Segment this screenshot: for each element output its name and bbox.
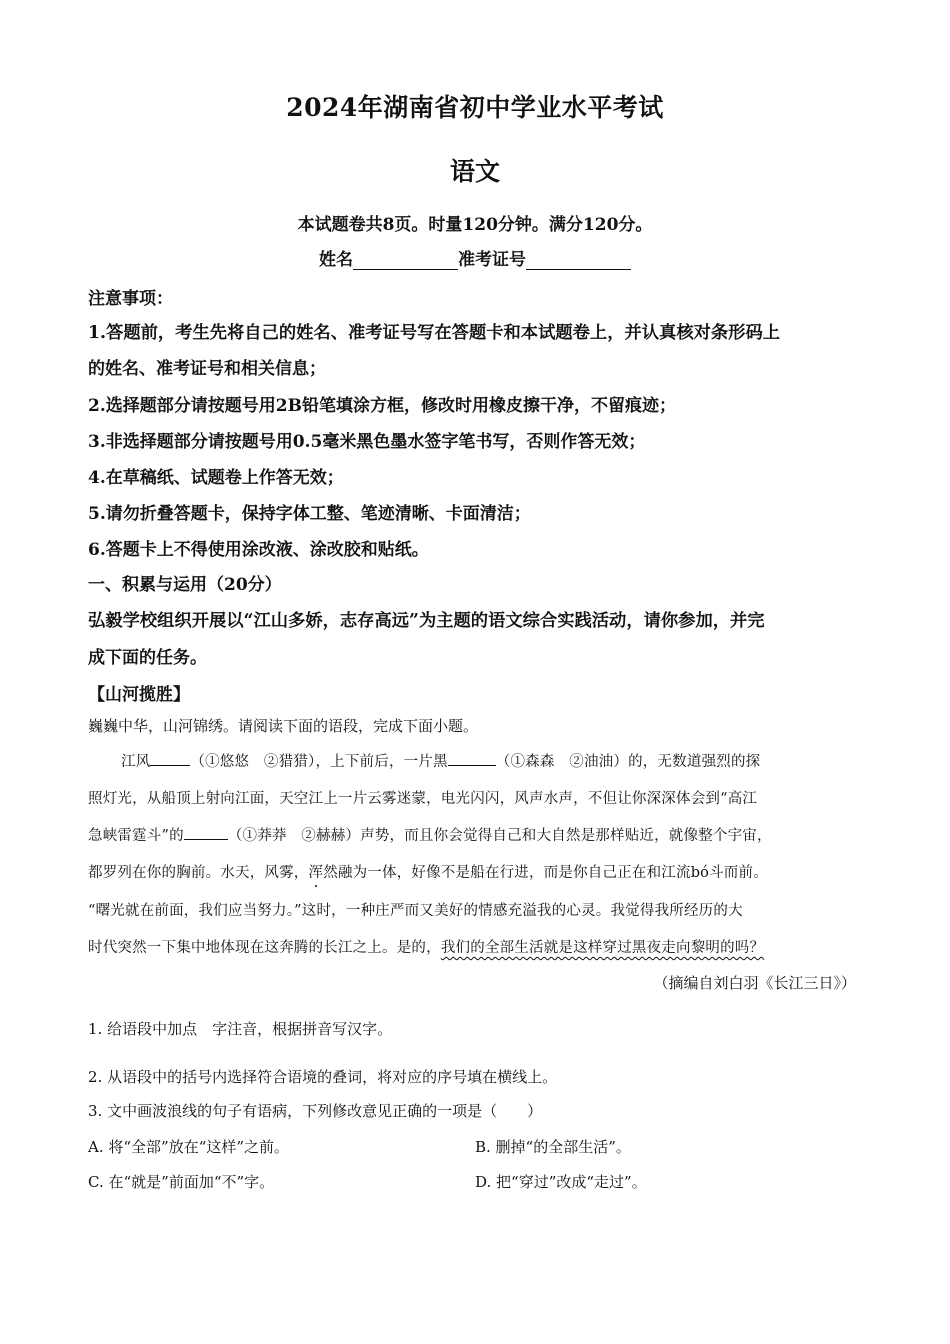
passage-line-4 [88,861,768,882]
subject-title: 语文 [449,157,500,186]
fill-blank-1 [150,751,190,766]
passage-text: 江风 [121,754,151,770]
passage-line-5: “曙光就在前面，我们应当努力。”这时，一种庄严而又美好的情感充溢我的心灵。我觉得我所经历的大 [88,903,743,919]
fill-blank-3 [184,825,228,840]
note-item-1-line-1: 1.答题前，考生先将自己的姓名、准考证号写在答题卡和本试题卷上，并认真核对条形码上 [88,323,781,343]
notes-heading: 注意事项： [88,289,173,309]
passage-text: 急峡雷霆斗”的 [88,828,184,844]
id-blank [526,251,631,270]
passage-line-6 [88,936,764,957]
passage-text: 都罗列在你的胸前。水天，风雾， [88,865,309,881]
fill-blank-2 [448,751,496,766]
candidate-info-row [0,245,950,270]
passage-line-2: 照灯光，从船顶上射向江面，天空江上一片云雾迷蒙，电光闪闪，风声水声，不但让你深深体会到“高江 [88,791,758,807]
note-item-3: 3.非选择题部分请按题号用0.5毫米黑色墨水签字笔书写，否则作答无效； [88,432,646,452]
note-item-1-line-2: 的姓名、准考证号和相关信息； [88,359,326,379]
passage-line-1 [121,750,760,771]
passage-source: （摘编自刘白羽《长江三日》） [653,974,856,992]
option-d: D. 把“穿过”改成“走过”。 [475,1173,647,1191]
exam-title: 2024年湖南省初中学业水平考试 [286,93,664,122]
note-item-6: 6.答题卡上不得使用涂改液、涂改胶和贴纸。 [88,540,429,560]
id-label: 准考证号 [458,250,526,270]
note-item-2: 2.选择题部分请按题号用2B铅笔填涂方框，修改时用橡皮擦干净，不留痕迹； [88,396,676,416]
reading-lead: 巍巍中华，山河锦绣。请阅读下面的语段，完成下面小题。 [88,717,479,735]
option-b: B. 删掉“的全部生活”。 [475,1138,631,1156]
option-c: C. 在“就是”前面加“不”字。 [88,1173,275,1191]
exam-info: 本试题卷共8页。时量120分钟。满分120分。 [297,215,653,235]
passage-text: （①森森 ②油油）的，无数道强烈的探 [495,754,761,770]
passage-text: 时代突然一下集中地体现在这奔腾的长江之上。是的， [88,940,441,956]
question-1: 1. 给语段中加点 字注音，根据拼音写汉字。 [88,1020,393,1038]
note-item-4: 4.在草稿纸、试题卷上作答无效； [88,468,344,488]
sub-heading: 【山河揽胜】 [88,685,190,705]
dotted-character: 浑 [308,865,324,881]
passage-line-3 [88,824,772,845]
passage-text: 然融为一体，好像不是船在行进，而是你自己正在和江流bó斗而前。 [323,865,768,881]
section-intro-line-1: 弘毅学校组织开展以“江山多娇，志存高远”为主题的语文综合实践活动，请你参加，并完 [88,611,765,631]
passage-text: （①莽莽 ②赫赫）声势，而且你会觉得自己和大自然是那样贴近，就像整个宇宙， [227,828,772,844]
section-heading: 一、积累与运用（20分） [88,575,282,595]
question-2: 2. 从语段中的括号内选择符合语境的叠词，将对应的序号填在横线上。 [88,1068,558,1086]
wavy-underlined-sentence: 我们的全部生活就是这样穿过黑夜走向黎明的吗？ [440,940,765,956]
question-3: 3. 文中画波浪线的句子有语病，下列修改意见正确的一项是（ ） [88,1102,543,1120]
option-a: A. 将“全部”放在“这样”之前。 [88,1138,290,1156]
name-blank [353,251,458,270]
note-item-5: 5.请勿折叠答题卡，保持字体工整、笔迹清晰、卡面清洁； [88,504,531,524]
name-label: 姓名 [319,250,353,270]
section-intro-line-2: 成下面的任务。 [88,648,207,668]
passage-text: （①悠悠 ②猎猎），上下前后，一片黑 [190,754,448,770]
